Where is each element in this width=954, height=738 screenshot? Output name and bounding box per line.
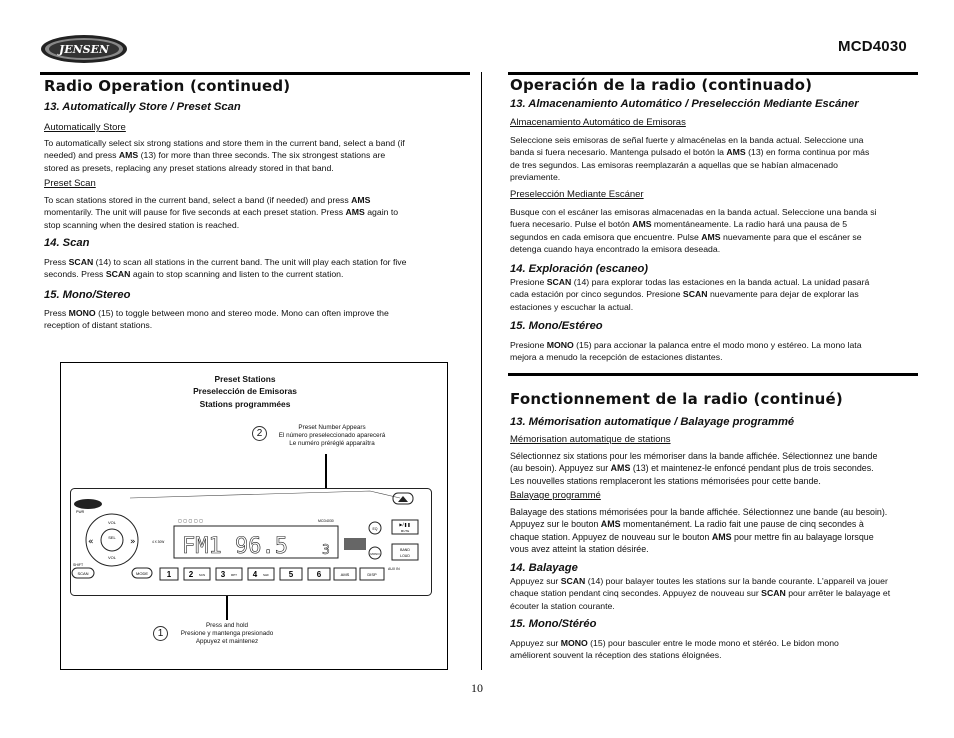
heading-13-es: 13. Almacenamiento Automático / Preselección Mediante Escáner bbox=[510, 98, 859, 110]
ams-button: AMS bbox=[340, 572, 350, 577]
subheading-preset-scan-es: Preselección Mediante Escáner bbox=[510, 189, 644, 200]
preset-6-button: 6 bbox=[316, 570, 322, 579]
radio-face-illustration bbox=[70, 488, 432, 596]
aux-in-label: AUX IN bbox=[388, 567, 400, 571]
heading-14-en: 14. Scan bbox=[44, 237, 90, 249]
heading-15-en: 15. Mono/Stereo bbox=[44, 289, 131, 301]
section-title-es: Operación de la radio (continuado) bbox=[510, 76, 813, 94]
watt-label: 4 X 30W bbox=[152, 540, 165, 544]
paragraph: To automatically select six strong stations and store them in the current band, select a band (if needed) and press AMS (13) for more than three seconds. The six strongest stations are stored as presets, replacing any preset stations already stored in that band. bbox=[44, 138, 405, 173]
loud-label: LOUD bbox=[400, 554, 410, 558]
jensen-logo bbox=[40, 34, 128, 64]
disp-button: DISP bbox=[367, 572, 377, 577]
pwr-label: PWR bbox=[76, 510, 85, 514]
play-pause-icon: ▶/❚❚ bbox=[399, 522, 411, 527]
model-number: MCD4030 bbox=[838, 38, 907, 55]
shift-label: SHIFT bbox=[73, 563, 84, 567]
radio-logo-icon bbox=[74, 499, 102, 509]
scn-label: SCN bbox=[198, 573, 206, 577]
callout-text-bottom: Press and hold Presione y mantenga presionado Appuyez et maintenez bbox=[180, 622, 274, 645]
paragraph: Sélectionnez six stations pour les mémoriser dans la bande affichée. Sélectionnez une bande (au besoin). Appuyez sur AMS (13) et maintenez-le enfoncé pendant plus de trois secondes. Les nouvelles stations remplaceront les stations mémorisées pour cette bande. bbox=[510, 451, 878, 486]
paragraph: Seleccione seis emisoras de señal fuerte y almacénelas en la banda actual. Seleccione una banda si fuera necesario. Mantenga pulsado el botón la AMS (13) en forma continua por más de tres segundos. Las emisoras reemplazarán a aquellas que se habían almacenado previamente. bbox=[510, 135, 870, 183]
paragraph: To scan stations stored in the current band, select a band (if needed) and press AMS momentarily. The unit will pause for five seconds at each preset station. Press AMS again to stop scanning when the desired station is reached. bbox=[44, 195, 399, 230]
paragraph: Busque con el escáner las emisoras almacenadas en la banda actual. Seleccione una banda si fuera necesario. Pulse el botón AMS momentáneamente. La radio hará una pausa de 5 segundos en cada emisora que encuentre. Pulse AMS nuevamente para que el escáner se detenga cuando haya encontrado la emisora deseada. bbox=[510, 207, 877, 255]
figure-caption: Preset Stations Preselección de Emisoras Stations programmées bbox=[193, 374, 297, 409]
vol-up-label: VOL bbox=[107, 520, 117, 525]
rpt-label: RPT bbox=[231, 573, 237, 577]
heading-15-fr: 15. Mono/Stéréo bbox=[510, 618, 597, 630]
display-preset-number: 3 bbox=[322, 543, 330, 558]
eq-button: EQ bbox=[372, 527, 378, 531]
preset-2-button: 2 bbox=[188, 570, 194, 579]
logo-text: JENSEN bbox=[58, 43, 110, 56]
mode-button: MODE bbox=[136, 571, 148, 576]
subheading-auto-store: Automatically Store bbox=[44, 122, 126, 133]
callout-number-1: 1 bbox=[153, 626, 168, 641]
display-indicators: ▢▢▢▢▢ bbox=[178, 518, 205, 523]
preset-4-button: 4 bbox=[252, 570, 258, 579]
subheading-auto-store-fr: Mémorisation automatique de stations bbox=[510, 434, 671, 445]
heading-13-en: 13. Automatically Store / Preset Scan bbox=[44, 101, 241, 113]
heading-15-es: 15. Mono/Estéreo bbox=[510, 320, 603, 332]
vol-down-label: VOL bbox=[107, 555, 117, 560]
page-number: 10 bbox=[471, 681, 483, 695]
paragraph: Presione MONO (15) para accionar la palanca entre el modo mono y estéreo. La mono lata mejora a menudo la recepción de estaciones distantes. bbox=[510, 340, 862, 363]
callout-number-2: 2 bbox=[252, 426, 267, 441]
heading-14-fr: 14. Balayage bbox=[510, 562, 578, 574]
shf-label: SHF bbox=[263, 573, 269, 577]
display-frequency: FM1 96.5 bbox=[182, 534, 288, 559]
preset-5-button: 5 bbox=[288, 570, 294, 579]
subheading-preset-scan: Preset Scan bbox=[44, 178, 96, 189]
heading-13-fr: 13. Mémorisation automatique / Balayage programmé bbox=[510, 416, 795, 428]
divider bbox=[508, 72, 918, 75]
paragraph: Appuyez sur MONO (15) pour basculer entre le mode mono et stéréo. Le bidon mono améliorent souvent la réception des stations éloignées. bbox=[510, 638, 839, 661]
divider bbox=[40, 72, 470, 75]
paragraph: Presione SCAN (14) para explorar todas las estaciones en la banda actual. La unidad pasará cada estación por cinco segundos. Presione SCAN nuevamente para dejar de explorar las estaciones y escuchar la actual. bbox=[510, 277, 870, 312]
column-divider bbox=[481, 72, 482, 670]
scan-button: SCAN bbox=[77, 571, 89, 576]
band-label: BAND bbox=[400, 548, 410, 552]
callout-text-top: Preset Number Appears El número preseleccionado aparecerá Le numéro préréglé apparaîtra bbox=[278, 424, 386, 447]
preset-1-button: 1 bbox=[166, 570, 172, 579]
section-title-en: Radio Operation (continued) bbox=[44, 77, 291, 95]
preset-3-button: 3 bbox=[220, 570, 226, 579]
sel-label: SEL bbox=[108, 535, 116, 540]
mono-button: MONO bbox=[370, 552, 380, 556]
section-title-fr: Fonctionnement de la radio (continué) bbox=[510, 390, 843, 408]
paragraph: Press SCAN (14) to scan all stations in the current band. The unit will play each station for five seconds. Press SCAN again to stop scanning and listen to the current station. bbox=[44, 257, 407, 280]
heading-14-es: 14. Exploración (escaneo) bbox=[510, 263, 649, 275]
mute-label: MUTE bbox=[400, 529, 410, 533]
prev-icon: « bbox=[88, 537, 94, 547]
subheading-preset-scan-fr: Balayage programmé bbox=[510, 490, 601, 501]
next-icon: » bbox=[130, 537, 136, 547]
subheading-auto-store-es: Almacenamiento Automático de Emisoras bbox=[510, 117, 686, 128]
paragraph: Press MONO (15) to toggle between mono and stereo mode. Mono can often improve the reception of distant stations. bbox=[44, 308, 389, 331]
paragraph: Appuyez sur SCAN (14) pour balayer toutes les stations sur la bande courante. L'appareil va jouer chaque station pendant cinq secondes. Appuyez de nouveau sur SCAN pour arrêter le balayage et écouter la station courante. bbox=[510, 576, 891, 611]
paragraph: Balayage des stations mémorisées pour la bande affichée. Sélectionnez une bande (au besoin). Appuyez sur le bouton AMS momentanément. La radio fait une pause de cinq secondes à chaque station. Appuyez de nouveau sur le bouton AMS pour mettre fin au balayage lorsque vous avez atteint la station désirée. bbox=[510, 507, 888, 555]
divider bbox=[508, 373, 918, 376]
radio-model-label: MCD4030 bbox=[318, 519, 334, 523]
